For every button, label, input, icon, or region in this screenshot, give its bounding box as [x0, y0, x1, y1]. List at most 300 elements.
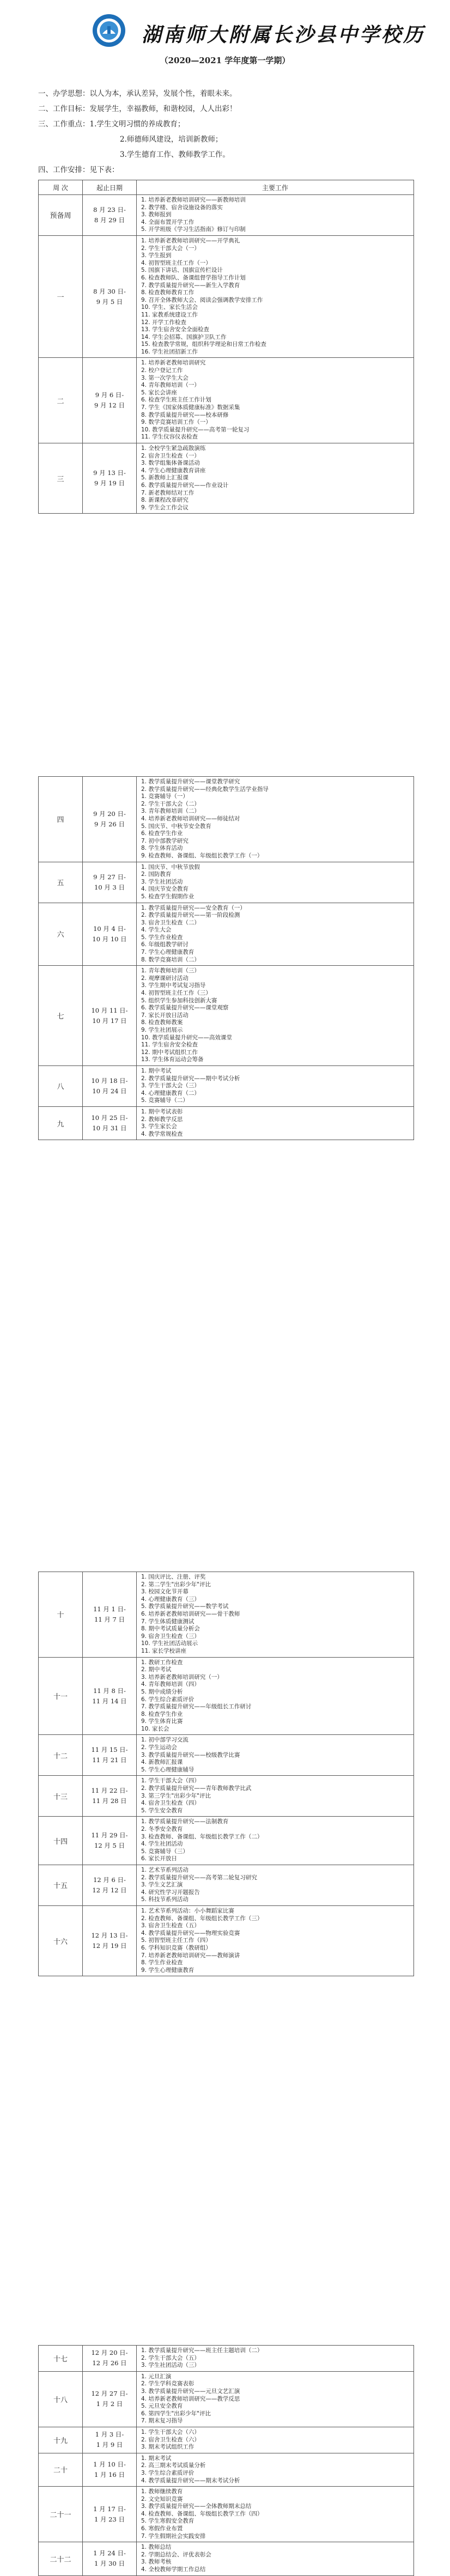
work-item: 9. 数学竞赛培训工作（一）: [141, 419, 211, 426]
date-line: 11 月 8 日-: [93, 1686, 126, 1695]
work-item: 2. 第二学生"出彩少年"评比: [141, 1581, 211, 1588]
work-item: 1. 教师总结: [141, 2544, 172, 2551]
work-item: 8. 学生作业检查: [141, 1959, 183, 1966]
date-line: 1 月 30 日: [94, 2560, 125, 2568]
work-item: 3. 教学质量提升研究——全体教师期末总结: [141, 2503, 252, 2510]
work-item: 7. 学生心理健康教育: [141, 949, 194, 956]
work-item: 2. 文史知识竞赛: [141, 2495, 183, 2502]
week-cell: 十一: [39, 1657, 83, 1735]
work-item: 1. 初中部学习交流: [141, 1737, 188, 1744]
table-row: [39, 1817, 414, 1865]
table-row: [39, 1776, 414, 1817]
work-item: 3. 学生报到: [141, 252, 172, 259]
work-item: 8. 检查教师教育工作: [141, 289, 194, 296]
date-line: 12 月 6 日-: [93, 1875, 126, 1884]
schedule-table-3: [38, 1572, 414, 1976]
work-item: 1. 艺术节系列活动: [141, 1866, 188, 1873]
work-item: 7. 家长开放日活动: [141, 1012, 188, 1019]
work-item: 3. 学生干部大会（三）: [141, 1082, 200, 1089]
work-item: 9. 学生会工作会议: [141, 504, 188, 511]
date-line: 9 月 6 日-: [95, 391, 124, 399]
table-row: [39, 1735, 414, 1776]
date-line: 9 月 5 日: [96, 297, 123, 306]
week-cell: 九: [39, 1106, 83, 1140]
week-cell: 十: [39, 1572, 83, 1658]
work-item: 5. 初智型班主任工作（四）: [141, 1937, 211, 1944]
document-header: [0, 0, 450, 82]
date-line: 11 月 15 日-: [91, 1746, 128, 1754]
date-line: 9 月 20 日-: [93, 809, 126, 818]
work-item: 1. 期中考试表彰: [141, 1108, 183, 1115]
work-item: 7. 教学质量提升研究——新生入学教育: [141, 282, 240, 289]
work-item: 4. 培养新老教师培训研究——师徒结对: [141, 815, 240, 822]
work-items-cell: [137, 1657, 414, 1735]
work-item: 2. 学生干部大会（一）: [141, 245, 200, 252]
work-item: 12. 开学工作检查: [141, 319, 187, 326]
work-item: 1. 国庆节、中秋节放假: [141, 863, 200, 870]
week-cell: 六: [39, 903, 83, 966]
work-item: 2. 宿舍卫生检查（一）: [141, 452, 200, 459]
table-row: [39, 777, 414, 862]
work-item: 7. 学生《国家体质健康标准》数据采集: [141, 404, 240, 411]
work-item: 2. 教学质量提升研究——高考第二轮复习研究: [141, 1874, 257, 1881]
date-line: 12 月 13 日-: [91, 1932, 128, 1940]
work-item: 7. 新老教师结对工作: [141, 489, 194, 496]
work-item: 4. 心理健康教育（三）: [141, 1595, 200, 1603]
work-items-cell: [137, 358, 414, 443]
work-item: 5. 国旗下讲话、国旗宣传栏设计: [141, 267, 223, 274]
table-row: [39, 195, 414, 236]
week-cell: 二十: [39, 2453, 83, 2486]
date-line: 11 月 21 日: [92, 1756, 127, 1764]
work-item: 6. 检查学生作业: [141, 830, 183, 837]
date-line: 12 月 20 日-: [91, 2349, 128, 2357]
week-cell: 十六: [39, 1905, 83, 1976]
work-item: 1. 教学质量提升研究——法制教育: [141, 1818, 229, 1825]
work-item: 3. 学生家长会: [141, 1123, 177, 1130]
week-cell: 二十一: [39, 2487, 83, 2542]
date-line: 1 月 10 日-: [93, 2460, 126, 2468]
table-header-row: [39, 180, 414, 195]
work-item: 1. 艺术节系列活动：小小舞蹈家比赛: [141, 1907, 234, 1914]
table-row: [39, 2427, 414, 2453]
work-item: 6. 教学质量提升研究——课堂观察: [141, 1004, 229, 1012]
date-line: 10 月 18 日-: [91, 1076, 128, 1085]
date-line: 9 月 12 日: [94, 401, 125, 410]
work-items-cell: [137, 1106, 414, 1140]
date-line: 12 月 27 日-: [91, 2390, 128, 2398]
work-item: 4. 学生大会: [141, 927, 172, 934]
table-row: [39, 2346, 414, 2372]
work-item: 3. 教学质量提升研究——校级教学比赛: [141, 1751, 240, 1758]
work-item: 3. 检查教师、备课组、年级组长教学工作（二）: [141, 1833, 263, 1840]
work-items-cell: [137, 903, 414, 966]
work-items-cell: [137, 1865, 414, 1905]
week-cell: 三: [39, 443, 83, 514]
page-1: [0, 0, 450, 724]
table-row: [39, 966, 414, 1066]
work-item: 2. 国防教育: [141, 871, 172, 878]
work-item: 2. 学生干部大会（二）: [141, 800, 200, 807]
work-item: 3. 教师考核: [141, 2559, 172, 2566]
table-row: [39, 2371, 414, 2427]
work-item: 3. 教师报到: [141, 211, 172, 218]
date-line: 11 月 29 日-: [91, 1831, 128, 1840]
work-item: 5. 学生作业检查: [141, 934, 183, 941]
work-item: 2. 教学质量提升研究——经典化数学生活学业指导: [141, 785, 269, 793]
date-line: 10 月 3 日: [94, 883, 125, 891]
table-row: [39, 358, 414, 443]
date-line: 11 月 22 日-: [91, 1787, 128, 1795]
work-item: 2. 教师教学反思: [141, 1116, 183, 1123]
work-item: 4. 初智型班主任工作（三）: [141, 990, 211, 997]
table-row: [39, 862, 414, 903]
work-item: 8. 检查教师教案: [141, 1019, 183, 1026]
work-item: 4. 教学质量提升研究——物理实验竞赛: [141, 1929, 240, 1936]
work-item: 4. 新教师汇报课: [141, 1759, 183, 1766]
work-item: 5. 教学质量提升研究——数学考试: [141, 1603, 229, 1610]
date-line: 8 月 30 日-: [93, 287, 126, 295]
date-line: 12 月 19 日: [92, 1942, 127, 1950]
table-row: [39, 903, 414, 966]
work-item: 1. 教学质量提升研究——课堂教学研究: [141, 778, 240, 785]
work-item: 2. 校户登记工作: [141, 367, 183, 374]
date-line: 10 月 4 日-: [93, 924, 126, 933]
work-item: 5. 元旦安全教育: [141, 2403, 183, 2410]
week-cell: 七: [39, 966, 83, 1066]
work-item: 1. 培养新老教师培训研究: [141, 360, 206, 367]
date-range-cell: [83, 443, 137, 514]
work-item: 15. 检查教学常规，组织科学理论和日常工作检查: [141, 341, 267, 348]
date-line: 11 月 28 日: [92, 1797, 127, 1805]
date-line: 10 月 31 日: [92, 1124, 127, 1132]
work-item: 5. 组织学生参加科技创新大赛: [141, 997, 217, 1004]
work-item: 2. 学期总结会、评优表彰会: [141, 2551, 211, 2558]
academic-year: （2020—2021 学年度第一学期）: [160, 56, 290, 65]
work-item: 1. 期末考试: [141, 2455, 172, 2462]
week-cell: 预备周: [39, 195, 83, 236]
work-items-cell: [137, 195, 414, 236]
work-item: 3. 学生社团活动: [141, 878, 183, 885]
date-line: 1 月 16 日: [94, 2470, 125, 2478]
work-item: 4. 宿舍卫生检查（四）: [141, 1800, 200, 1807]
header-content: 主要工作: [137, 180, 414, 195]
work-item: 4. 青年教师培训（一）: [141, 382, 200, 389]
work-items-cell: [137, 2487, 414, 2542]
work-item: 2. 教学楼、宿舍设施设备的落实: [141, 204, 223, 211]
work-item: 7. 学生体质健康测试: [141, 1618, 194, 1625]
week-cell: 十七: [39, 2346, 83, 2372]
work-item: 4. 青年教师培训（四）: [141, 1681, 200, 1688]
work-item: 1. 教学质量提升研究——班主任主题培训（二）: [141, 2347, 263, 2354]
date-range-cell: [83, 1865, 137, 1905]
table-row: [39, 443, 414, 514]
work-item: 7. 教学质量提升研究——年级组长工作研讨: [141, 1703, 252, 1710]
date-line: 10 月 10 日: [92, 935, 127, 943]
intro-section: [38, 86, 419, 178]
work-items-cell: [137, 2346, 414, 2372]
work-items-cell: [137, 2427, 414, 2453]
date-range-cell: [83, 1106, 137, 1140]
date-line: 10 月 25 日-: [91, 1114, 128, 1122]
week-cell: 十五: [39, 1865, 83, 1905]
work-item: 6. 寒假作业布置: [141, 2525, 183, 2532]
work-item: 5. 国庆节、中秋节安全教育: [141, 823, 211, 830]
work-item: 4. 教学质量提升研究——期末考试分析: [141, 2477, 240, 2484]
work-item: 3. 校园文化节开幕: [141, 1588, 188, 1595]
date-line: 1 月 2 日: [96, 2400, 123, 2408]
table-row: [39, 1657, 414, 1735]
work-item: 4. 培养新老教师培训研究——教学反思: [141, 2395, 240, 2402]
work-item: 3. 宿舍卫生检查（五）: [141, 1922, 200, 1929]
date-range-cell: [83, 1735, 137, 1776]
work-item: 5. 期中成绩分析: [141, 1688, 183, 1695]
work-item: 1. 培养新老教师培训研究——新教师培训: [141, 197, 246, 203]
work-item: 9. 宿舍卫生检查（三）: [141, 1633, 200, 1640]
work-item: 2. 教学质量提升研究——第一阶段检测: [141, 912, 240, 919]
week-cell: 五: [39, 862, 83, 903]
week-cell: 十四: [39, 1817, 83, 1865]
work-item: 1. 教学质量提升研究——安全教育（一）: [141, 904, 246, 911]
work-item: 10. 教学质量提升研究——高考第一轮复习: [141, 426, 250, 433]
work-item: 10. 家长会: [141, 1725, 169, 1732]
work-item: 2. 期中考试: [141, 1666, 172, 1673]
work-item: 11. 学生宿舍安全检查: [141, 1042, 198, 1049]
work-item: 5. 科技节系列活动: [141, 1896, 188, 1903]
work-item: 3. 宿舍卫生检查（二）: [141, 919, 200, 926]
work-items-cell: [137, 443, 414, 514]
work-items-cell: [137, 1817, 414, 1865]
date-range-cell: [83, 966, 137, 1066]
date-range-cell: [83, 1572, 137, 1658]
work-item: 2. 观摩课研讨活动: [141, 975, 188, 982]
page-2: [0, 749, 450, 1473]
work-item: 2. 冬季安全教育: [141, 1826, 183, 1832]
week-cell: 十三: [39, 1776, 83, 1817]
week-cell: 十二: [39, 1735, 83, 1776]
page-4: [0, 2345, 450, 2573]
work-item: 1. 学生干部大会（六）: [141, 2428, 200, 2435]
work-item: 12. 期中考试组织工作: [141, 1049, 198, 1056]
week-cell: 八: [39, 1065, 83, 1106]
intro-philosophy: 一、办学思想：以人为本，承认差异，发展个性，着眼未来。: [38, 89, 237, 98]
work-item: 2. 检查教师、备课组、年级组长教学工作（三）: [141, 1915, 263, 1922]
week-cell: 一: [39, 235, 83, 358]
work-item: 9. 学生心理健康教育: [141, 1966, 194, 1974]
work-item: 4. 学生心理健康教育讲座: [141, 467, 206, 474]
intro-focus-3: 3.学生德育工作、教师教学工作。: [120, 150, 230, 159]
work-item: 8. 学生体育活动: [141, 845, 183, 852]
work-items-cell: [137, 862, 414, 903]
date-range-cell: [83, 862, 137, 903]
table-row: [39, 2487, 414, 2542]
date-line: 8 月 29 日: [94, 216, 125, 224]
work-item: 5. 竞赛辅导（三）: [141, 1848, 188, 1855]
work-items-cell: [137, 1905, 414, 1976]
work-item: 7. 学生假期社会实践安排: [141, 2532, 206, 2540]
week-cell: 二: [39, 358, 83, 443]
work-item: 3. 学生社团活动（三）: [141, 2362, 200, 2369]
date-range-cell: [83, 2487, 137, 2542]
date-line: 11 月 14 日: [92, 1697, 127, 1705]
date-range-cell: [83, 777, 137, 862]
date-range-cell: [83, 903, 137, 966]
work-item: 1. 竞赛辅导（一）: [141, 793, 188, 800]
work-item: 3. 第一次学生大会: [141, 374, 188, 381]
work-item: 5. 检查学生假期作业: [141, 893, 194, 900]
work-item: 6. 培养新老教师培训研究——骨干教师: [141, 1610, 240, 1617]
work-item: 9. 召开全体教师大会、阅读会强调教学安排工作: [141, 296, 263, 303]
work-item: 4. 初智型班主任工作（一）: [141, 259, 211, 266]
date-line: 1 月 24 日-: [93, 2549, 126, 2557]
intro-goal: 二、工作目标：发展学生，幸福教师，和谐校园，人人出彩！: [38, 105, 237, 113]
date-line: 1 月 3 日-: [95, 2431, 124, 2439]
work-item: 2. 学生干部大会（五）: [141, 2354, 200, 2361]
work-item: 2. 教学质量提升研究——青年教师教学比武: [141, 1785, 252, 1792]
header-dates: 起止日期: [83, 180, 137, 195]
work-item: 9. 学生社团展示: [141, 1027, 183, 1033]
work-items-cell: [137, 1776, 414, 1817]
work-item: 1. 学生干部大会（四）: [141, 1777, 200, 1785]
date-range-cell: [83, 1657, 137, 1735]
work-item: 1. 元旦汇演: [141, 2373, 172, 2380]
work-items-cell: [137, 235, 414, 358]
intro-arrangement: 四、工作安排：见下表：: [38, 166, 119, 174]
date-range-cell: [83, 2453, 137, 2486]
work-item: 7. 期末复习指导: [141, 2417, 183, 2425]
work-items-cell: [137, 1572, 414, 1658]
work-items-cell: [137, 1065, 414, 1106]
work-item: 5. 新教师上汇报课: [141, 474, 188, 482]
date-range-cell: [83, 1065, 137, 1106]
work-item: 9. 检查教师、备课组、年级组长教学工作（一）: [141, 852, 263, 859]
intro-focus-2: 2.师德师风建设，培训新教师；: [120, 135, 223, 144]
work-item: 4. 心理健康教育（二）: [141, 1089, 200, 1097]
date-range-cell: [83, 358, 137, 443]
work-item: 11. 学生仪容仪表检查: [141, 434, 198, 441]
work-item: 4. 学生社团活动: [141, 1841, 183, 1848]
school-logo-icon: [92, 13, 126, 48]
date-range-cell: [83, 1905, 137, 1976]
work-item: 7. 培养新老教师培训研究——教师演讲: [141, 1952, 240, 1959]
work-item: 2. 学生学科竞赛表彰: [141, 2380, 194, 2388]
work-item: 3. 学生期中考试复习指导: [141, 982, 206, 989]
work-item: 3. 培养新老教师培训研究（一）: [141, 1673, 223, 1680]
work-item: 7. 初中部教学研究: [141, 837, 188, 844]
work-item: 3. 学生综合素质评价: [141, 2469, 194, 2476]
work-item: 8. 教学质量提升研究——校本研修: [141, 411, 229, 418]
work-item: 6. 学生综合素质评价: [141, 1696, 194, 1703]
work-item: 6. 学科知识竞赛（教研组）: [141, 1944, 211, 1951]
date-line: 9 月 27 日-: [93, 873, 126, 881]
work-item: 10. 学生、家长生活会: [141, 304, 198, 311]
work-item: 6. 年级组教学研讨: [141, 941, 188, 948]
work-item: 3. 数学组集体备课活动: [141, 460, 200, 467]
work-item: 11. 家长学校讲座: [141, 1647, 187, 1654]
work-item: 11. 家教系统建设工作: [141, 311, 198, 318]
work-item: 2. 宿舍卫生检查（六）: [141, 2436, 200, 2443]
date-range-cell: [83, 1817, 137, 1865]
date-line: 10 月 24 日: [92, 1087, 127, 1095]
table-row: [39, 235, 414, 358]
work-item: 13. 学生宿舍安全全面检查: [141, 326, 210, 333]
date-line: 10 月 17 日: [92, 1016, 127, 1025]
date-line: 12 月 26 日: [92, 2359, 127, 2367]
date-range-cell: [83, 2346, 137, 2372]
work-items-cell: [137, 2453, 414, 2486]
week-cell: 二十二: [39, 2542, 83, 2575]
schedule-table-4: [38, 2345, 414, 2576]
work-item: 4. 全面布置开学工作: [141, 218, 194, 226]
date-line: 1 月 17 日-: [93, 2505, 126, 2513]
page-3: [0, 1572, 450, 2334]
work-item: 13. 学生体育运动会筹备: [141, 1056, 204, 1063]
table-row: [39, 1865, 414, 1905]
date-line: 10 月 11 日-: [91, 1006, 128, 1014]
date-line: 9 月 26 日: [94, 820, 125, 828]
date-line: 11 月 1 日-: [93, 1605, 126, 1613]
work-item: 1. 教师继续教育: [141, 2488, 183, 2495]
date-line: 12 月 5 日: [94, 1842, 125, 1850]
work-item: 1. 全校学生紧急疏散演练: [141, 445, 206, 452]
work-item: 5. 开学班级《学习生活指南》修订与印制: [141, 226, 246, 233]
date-line: 1 月 23 日: [94, 2515, 125, 2523]
date-range-cell: [83, 235, 137, 358]
work-item: 4. 研究性学习开题报告: [141, 1889, 200, 1896]
date-range-cell: [83, 2371, 137, 2427]
work-item: 3. 学生文艺汇演: [141, 1881, 183, 1889]
table-row: [39, 1106, 414, 1140]
work-item: 10. 教学质量提升研究——高效课堂: [141, 1034, 233, 1041]
date-line: 11 月 7 日: [94, 1615, 125, 1623]
schedule-table-2: [38, 776, 414, 1140]
work-item: 5. 学生心理健康辅导: [141, 1766, 194, 1773]
work-item: 8. 数学竞赛培训（二）: [141, 956, 200, 963]
schedule-table-1: [38, 180, 414, 514]
work-item: 2. 高三期末考试质量分析: [141, 2462, 206, 2469]
work-item: 8. 期中考试质量分析会: [141, 1625, 200, 1633]
week-cell: 四: [39, 777, 83, 862]
table-row: [39, 1065, 414, 1106]
work-item: 2. 学生运动会: [141, 1744, 177, 1751]
work-items-cell: [137, 777, 414, 862]
week-cell: 十九: [39, 2427, 83, 2453]
table-row: [39, 1572, 414, 1658]
header-week: 周 次: [39, 180, 83, 195]
work-item: 6. 第四学生"出彩少年"评比: [141, 2410, 211, 2417]
work-item: 1. 国庆评比、注册、评奖: [141, 1574, 206, 1580]
work-item: 5. 家长会讲座: [141, 389, 177, 396]
work-item: 1. 期中考试: [141, 1067, 172, 1074]
work-items-cell: [137, 966, 414, 1066]
work-item: 3. 第三学生"出彩少年"评比: [141, 1792, 211, 1799]
intro-focus-1: 三、工作重点：1.学生文明习惯的养成教育；: [38, 120, 185, 129]
work-item: 6. 家长开放日: [141, 1855, 177, 1862]
work-item: 1. 培养新老教师培训研究——开学典礼: [141, 237, 240, 244]
work-item: 3. 青年教师培训（二）: [141, 808, 200, 815]
work-item: 8. 新课程改革研究: [141, 497, 188, 504]
table-row: [39, 2453, 414, 2486]
date-range-cell: [83, 195, 137, 236]
table-row: [39, 1905, 414, 1976]
work-item: 3. 教学质量提升研究——元旦文艺汇演: [141, 2388, 240, 2395]
work-item: 3. 期末考试组织工作: [141, 2444, 194, 2451]
date-line: 9 月 19 日: [94, 479, 125, 488]
date-line: 12 月 12 日: [92, 1886, 127, 1894]
date-line: 1 月 9 日: [96, 2441, 123, 2449]
work-item: 14. 学生会招募、国旗护卫队工作: [141, 333, 227, 340]
work-item: 6. 检查教师队、备课组督学指导工作计划: [141, 274, 246, 281]
